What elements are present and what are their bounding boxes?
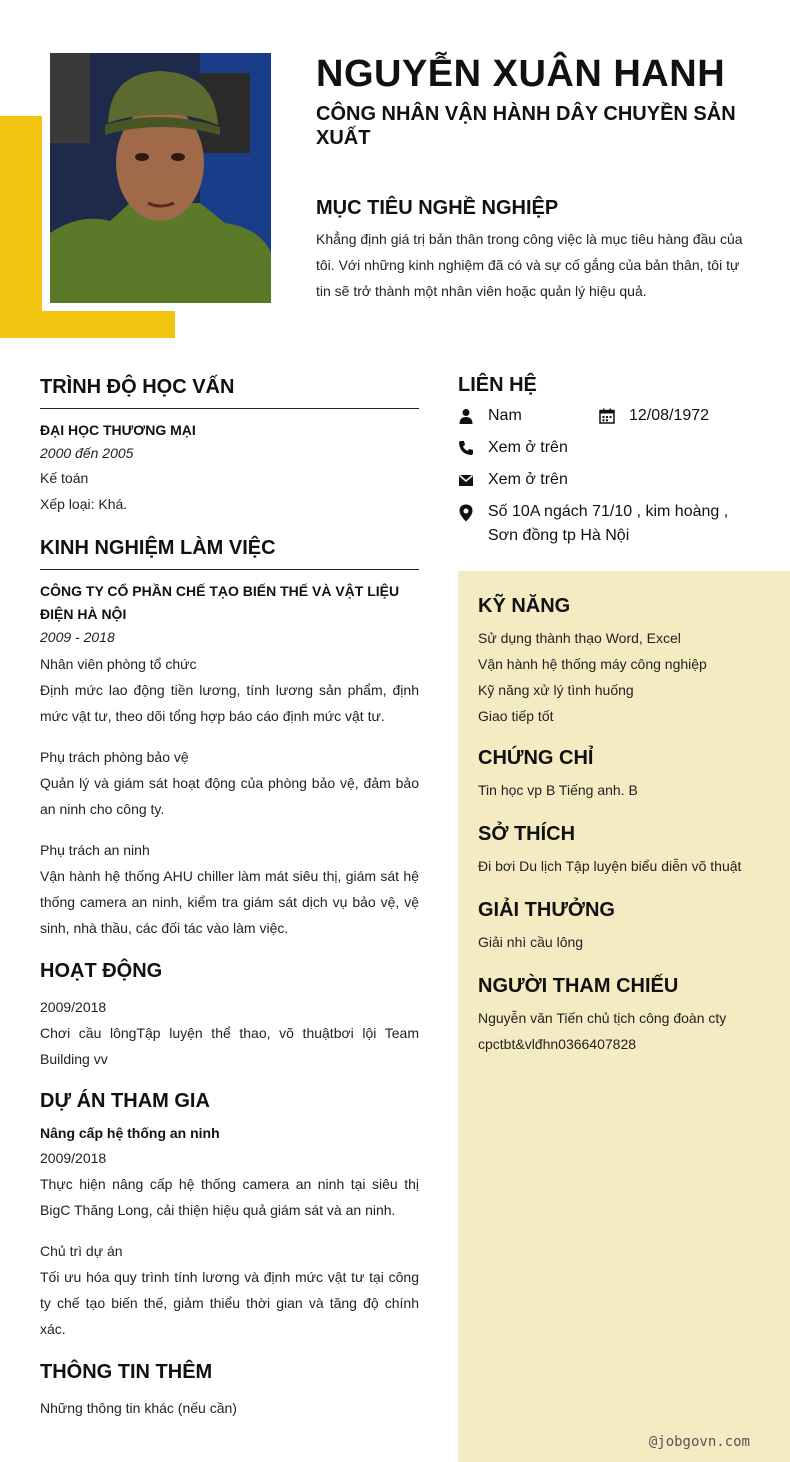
- education-entry: [40, 419, 419, 517]
- header: [316, 52, 756, 150]
- activities-title: HOẠT ĐỘNG: [40, 960, 163, 982]
- objective-section: [316, 196, 746, 304]
- references-title: NGƯỜI THAM CHIẾU: [478, 975, 679, 997]
- dob-value: 12/08/1972: [629, 407, 710, 424]
- phone-value: Xem ở trên: [488, 439, 568, 456]
- project-period: 2009/2018: [40, 1150, 107, 1166]
- project-name: Nâng cấp hệ thống an ninh: [40, 1125, 220, 1141]
- references-text: Nguyễn văn Tiến chủ tịch công đoàn cty cpctbt&vlđhn0366407828: [478, 1010, 727, 1052]
- profile-photo: [50, 53, 271, 303]
- watermark: @jobgovn.com: [648, 1434, 750, 1450]
- experience-role: Phụ trách phòng bảo vệ: [40, 749, 189, 765]
- skill-item: Vận hành hệ thống máy công nghiệp: [478, 656, 707, 672]
- experience-role-desc: Vận hành hệ thống AHU chiller làm mát siêu thị, giám sát hệ thống camera an ninh, kiểm tra giám sát dịch vụ bảo vệ, vệ sinh, nhà thầu, các đối tác vào làm việc.: [40, 868, 419, 936]
- job-title: CÔNG NHÂN VẬN HÀNH DÂY CHUYỀN SẢN XUẤT: [316, 103, 736, 149]
- hobbies-text: Đi bơi Du lịch Tập luyện biểu diễn võ thuật: [478, 858, 742, 874]
- activities-period: 2009/2018: [40, 999, 107, 1015]
- project-role: Chủ trì dự án: [40, 1243, 123, 1259]
- address-value: Số 10A ngách 71/10 , kim hoàng , Sơn đồng tp Hà Nội: [488, 503, 729, 544]
- candidate-name: NGUYỄN XUÂN HANH: [316, 53, 726, 95]
- location-pin-icon: [458, 504, 474, 520]
- awards-text: Giải nhì cầu lông: [478, 934, 584, 950]
- objective-title: MỤC TIÊU NGHỀ NGHIỆP: [316, 197, 559, 219]
- phone-icon: [458, 440, 474, 456]
- skill-item: Kỹ năng xử lý tình huống: [478, 682, 634, 698]
- contact-address: [458, 500, 758, 548]
- email-value: Xem ở trên: [488, 471, 568, 488]
- mail-icon: [458, 472, 474, 488]
- education-period: 2000 đến 2005: [40, 445, 134, 461]
- person-icon: [458, 408, 474, 424]
- calendar-icon: [599, 408, 615, 424]
- activities-entry: [40, 994, 419, 1072]
- education-major: Kế toán: [40, 470, 89, 486]
- education-grade: Xếp loại: Khá.: [40, 496, 128, 512]
- hobbies-title: SỞ THÍCH: [478, 823, 576, 845]
- extra-title: THÔNG TIN THÊM: [40, 1361, 213, 1383]
- left-column: [40, 374, 419, 1421]
- certificates-text: Tin học vp B Tiếng anh. B: [478, 782, 638, 798]
- projects-title: DỰ ÁN THAM GIA: [40, 1090, 210, 1112]
- experience-period: 2009 - 2018: [40, 629, 115, 645]
- skill-item: Sử dụng thành thạo Word, Excel: [478, 630, 681, 646]
- experience-role: Phụ trách an ninh: [40, 842, 150, 858]
- project-desc: Thực hiện nâng cấp hệ thống camera an ninh tại siêu thị BigC Thăng Long, cải thiện hiệu quả giám sát và an ninh.: [40, 1176, 419, 1218]
- contact-section: [458, 372, 758, 548]
- contact-row-gender-dob: [458, 404, 758, 436]
- contact-title: LIÊN HỆ: [458, 374, 537, 396]
- right-panel: [458, 571, 790, 1462]
- experience-role: Nhân viên phòng tổ chức: [40, 656, 197, 672]
- awards-title: GIẢI THƯỞNG: [478, 899, 615, 921]
- extra-text: Những thông tin khác (nếu cần): [40, 1400, 237, 1416]
- experience-company: CÔNG TY CỔ PHẦN CHẾ TẠO BIẾN THẾ VÀ VẬT LIỆU ĐIỆN HÀ NỘI: [40, 583, 400, 622]
- contact-dob: [599, 404, 759, 428]
- certificates-title: CHỨNG CHỈ: [478, 747, 594, 769]
- experience-title: KINH NGHIỆM LÀM VIỆC: [40, 535, 419, 570]
- contact-email: [458, 468, 758, 500]
- activities-text: Chơi cầu lôngTập luyện thể thao, võ thuậtbơi lội Team Building vv: [40, 1025, 419, 1067]
- education-school: ĐẠI HỌC THƯƠNG MẠI: [40, 422, 196, 438]
- education-title: TRÌNH ĐỘ HỌC VẤN: [40, 374, 419, 409]
- project-role-desc: Tối ưu hóa quy trình tính lương và định mức vật tư tại công ty chế tạo biến thế, giảm thiểu thời gian và tăng độ chính xác.: [40, 1269, 419, 1337]
- objective-text: Khẳng định giá trị bản thân trong công việc là mục tiêu hàng đầu của tôi. Với những kinh nghiệm đã có và sự cố gắng của bản thân, tôi tự tin sẽ trở thành một nhân viên hoặc quản lý hiệu quả.: [316, 231, 743, 299]
- experience-entry: [40, 580, 419, 941]
- skills-list: [478, 625, 770, 729]
- experience-role-desc: Quản lý và giám sát hoạt động của phòng bảo vệ, đảm bảo an ninh cho công ty.: [40, 775, 419, 817]
- skill-item: Giao tiếp tốt: [478, 708, 554, 724]
- gender-value: Nam: [488, 407, 522, 424]
- right-panel-content: [478, 593, 770, 1057]
- contact-phone: [458, 436, 758, 468]
- projects-entry: [40, 1122, 419, 1342]
- experience-role-desc: Định mức lao động tiền lương, tính lương sản phẩm, định mức vật tư, theo dõi tổng hợp báo cáo định mức vật tư.: [40, 682, 419, 724]
- skills-title: KỸ NĂNG: [478, 595, 571, 617]
- contact-gender: [458, 404, 598, 428]
